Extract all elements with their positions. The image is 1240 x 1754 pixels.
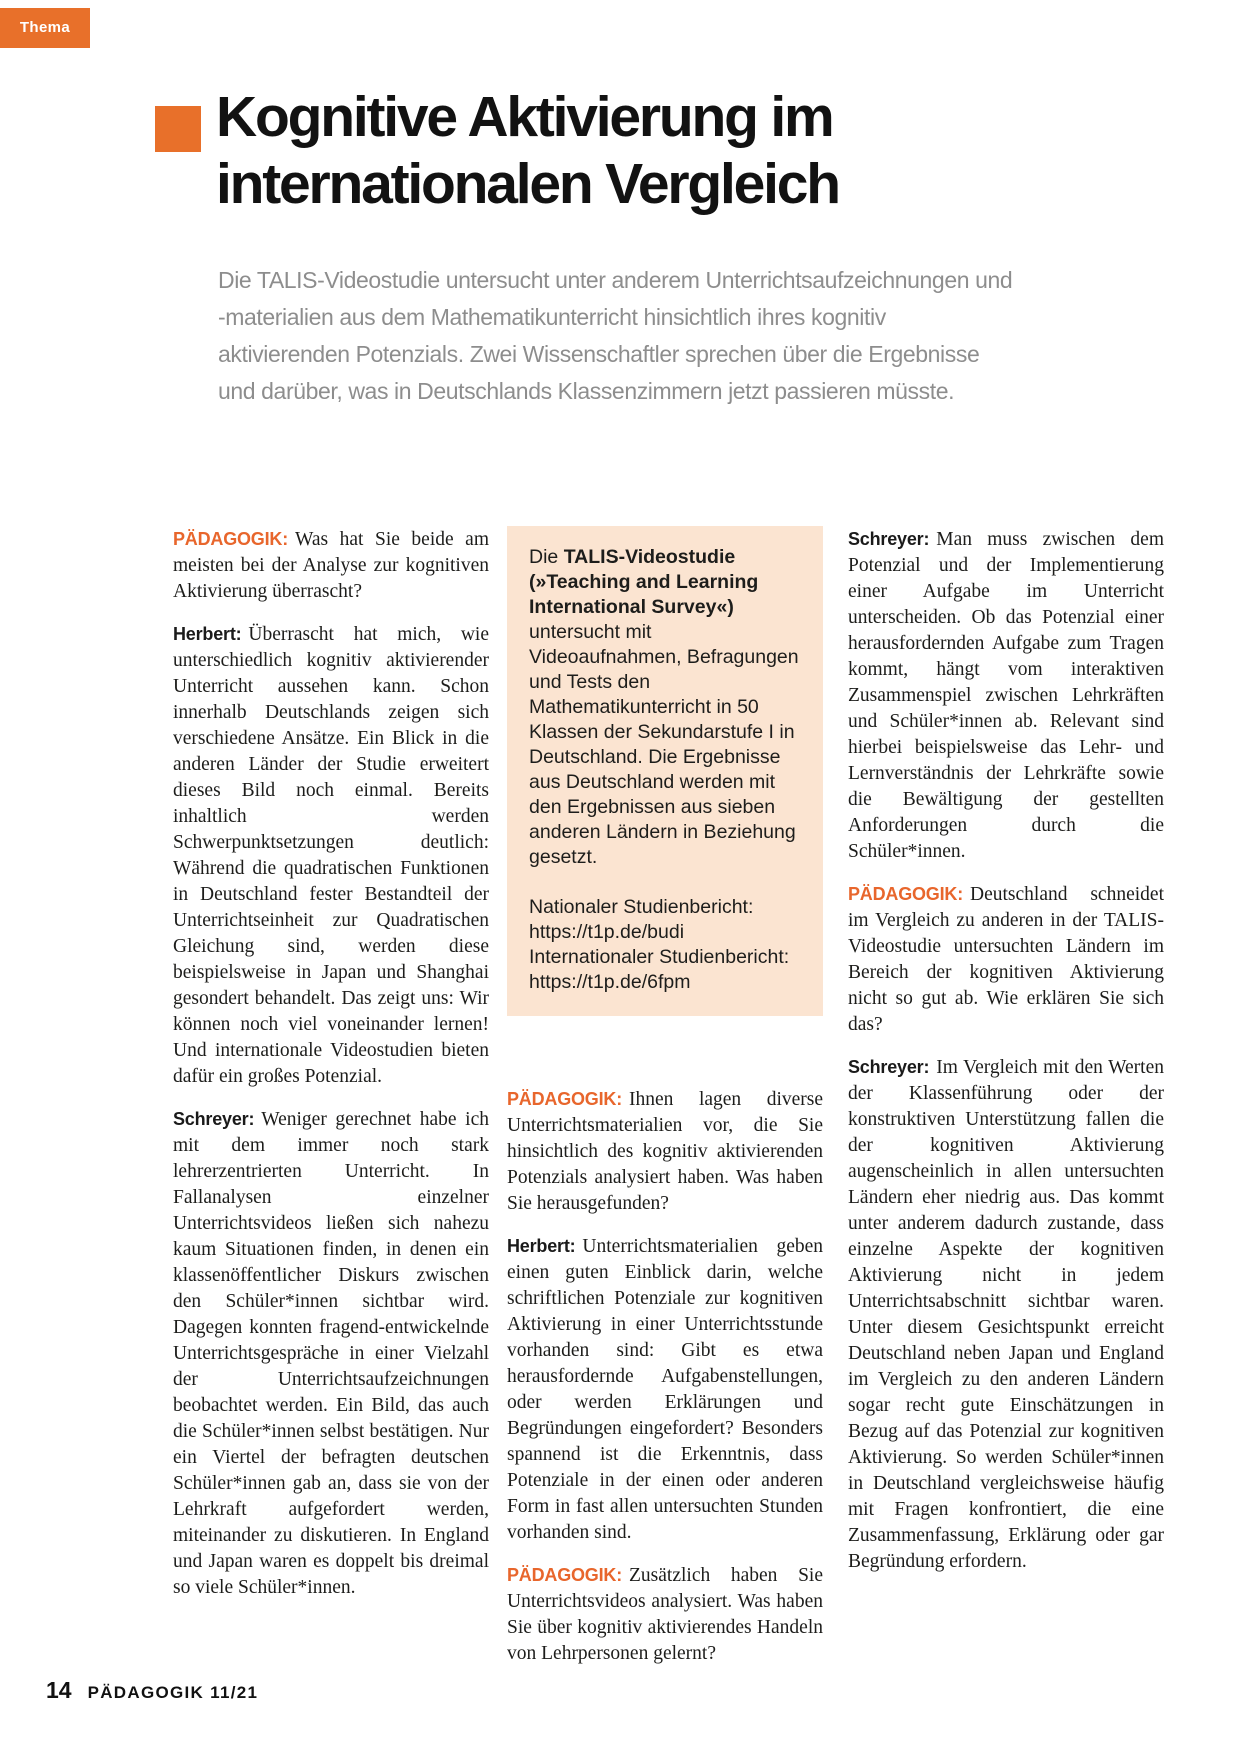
interview-paragraph bbox=[848, 881, 1164, 1038]
infobox-lead bbox=[529, 545, 801, 870]
interview-paragraph bbox=[507, 1562, 823, 1667]
page-title bbox=[216, 84, 1176, 218]
interview-paragraph bbox=[173, 621, 489, 1090]
paragraph-text: Weniger gerechnet habe ich mit dem immer noch stark lehrerzentrierten Unterricht. In Fallanalysen einzelner Unterrichtsvideos ließen sich nahezu kaum Situationen finden, in denen ein klassenöffentlicher Diskurs zwischen den Schüler*innen sichtbar wird. Dagegen konnten fragend-entwickelnde Unterrichtsgespräche in einer Vielzahl der Unterrichtsaufzeichnungen beobachtet werden. Ein Bild, das auch die Schüler*innen selbst bestätigen. Nur ein Viertel der befragten deutschen Schüler*innen gab an, dass sie von der Lehrkraft aufgefordert werden, miteinander zu diskutieren. In England und Japan waren es doppelt bis dreimal so viele Schüler*innen. bbox=[173, 1109, 489, 1598]
interview-paragraph bbox=[848, 526, 1164, 865]
interview-paragraph bbox=[173, 526, 489, 605]
paragraph-text: Deutschland schneidet im Vergleich zu anderen in der TALIS-Videostudie untersuchten Ländern im Bereich der kognitiven Aktivierung nicht so gut ab. Wie erklären Sie sich das? bbox=[848, 884, 1164, 1035]
paragraph-text: Im Vergleich mit den Werten der Klassenführung oder der konstruktiven Unterstützung fallen die der kognitiven Aktivierung augenscheinlich in allen untersuchten Ländern eher niedrig aus. Das kommt unter anderem dadurch zustande, dass einzelne Aspekte der kognitiven Aktivierung nicht in jedem Unterrichtsabschnitt sichtbar waren. Unter diesem Gesichtspunkt erreicht Deutschland neben Japan und England im Vergleich zu den anderen Ländern sogar recht gute Einschätzungen in Bezug auf das Potenzial zur kognitiven Aktivierung. So werden Schüler*innen in Deutschland vergleichsweise häufig mit Fragen konfrontiert, die eine Zusammenfassung, Erklärung oder gar Begründung erfordern. bbox=[848, 1057, 1164, 1572]
page-footer bbox=[46, 1677, 258, 1704]
paragraph-text: Unterrichtsmaterialien geben einen guten Einblick darin, welche schriftlichen Potenziale zur kognitiven Aktivierung in einer Unterrichtsstunde vorhanden sind: Gibt es etwa herausfordernde Aufgabenstellungen, oder werden Erklärungen und Begründungen eingefordert? Besonders spannend ist die Erkenntnis, dass Potenziale in der einen oder anderen Form in fast allen untersuchten Stunden vorhanden sind. bbox=[507, 1236, 823, 1543]
paragraph-text: Man muss zwischen dem Potenzial und der Implementierung einer Aufgabe im Unterricht unterscheiden. Ob das Potenzial einer herausfordernden Aufgabe zum Tragen kommt, hängt vom interaktiven Zusammenspiel zwischen Lehrkräften und Schüler*innen ab. Relevant sind hierbei beispielsweise das Lehr- und Lernverständnis der Lehrkräfte sowie die Bewältigung der gestellten Anforderungen durch die Schüler*innen. bbox=[848, 529, 1164, 862]
international-report-link[interactable]: https://t1p.de/6fpm bbox=[529, 971, 691, 993]
international-report-label: Internationaler Studienbericht: bbox=[529, 946, 790, 968]
speaker-label: Schreyer: bbox=[848, 1057, 930, 1077]
text-column-3 bbox=[848, 526, 1164, 1575]
talis-infobox bbox=[507, 526, 823, 1016]
title-bullet-square-icon bbox=[155, 106, 201, 152]
speaker-label: PÄDAGOGIK: bbox=[173, 529, 289, 549]
infobox-lead-start: Die bbox=[529, 546, 564, 568]
interview-paragraph bbox=[507, 1086, 823, 1217]
column-2-paragraphs bbox=[507, 1086, 823, 1667]
speaker-label: Herbert: bbox=[173, 624, 242, 644]
speaker-label: PÄDAGOGIK: bbox=[507, 1089, 623, 1109]
speaker-label: Schreyer: bbox=[848, 529, 930, 549]
infobox-lead-bold: TALIS-Videostudie (»Teaching and Learning International Survey«) bbox=[529, 546, 759, 618]
paragraph-text: Zusätzlich haben Sie Unterrichtsvideos analysiert. Was haben Sie über kognitiv aktivierendes Handeln von Lehrpersonen gelernt? bbox=[507, 1565, 823, 1664]
speaker-label: PÄDAGOGIK: bbox=[848, 884, 964, 904]
interview-paragraph bbox=[173, 1106, 489, 1601]
thema-corner-tag: Thema bbox=[0, 8, 90, 48]
page-title-line2: internationalen Vergleich bbox=[216, 152, 839, 216]
national-report-label: Nationaler Studienbericht: bbox=[529, 896, 754, 918]
text-column-1 bbox=[173, 526, 489, 1601]
paragraph-text: Was hat Sie beide am meisten bei der Analyse zur kognitiven Aktivierung überrascht? bbox=[173, 529, 489, 602]
footer-magazine-title: PÄDAGOGIK 11/21 bbox=[87, 1683, 259, 1702]
interview-paragraph bbox=[848, 1054, 1164, 1575]
text-column-2 bbox=[507, 526, 823, 1667]
page-title-line1: Kognitive Aktivierung im bbox=[216, 85, 833, 149]
infobox-lead-rest: untersucht mit Videoaufnahmen, Befragungen und Tests den Mathematikunterricht in 50 Klassen der Sekundarstufe I in Deutschland. Die Ergebnisse aus Deutschland werden mit den Ergebnissen aus sieben anderen Ländern in Beziehung gesetzt. bbox=[529, 621, 799, 868]
speaker-label: Schreyer: bbox=[173, 1109, 255, 1129]
speaker-label: Herbert: bbox=[507, 1236, 576, 1256]
footer-page-number: 14 bbox=[46, 1677, 72, 1703]
paragraph-text: Überrascht hat mich, wie unterschiedlich kognitiv aktivierender Unterricht aussehen kann. Schon innerhalb Deutschlands zeigen sich verschiedene Ansätze. Ein Blick in die anderen Länder der Studie erweitert dieses Bild noch einmal. Bereits inhaltlich werden Schwerpunktsetzungen deutlich: Während die quadratischen Funktionen in Deutschland fester Bestandteil der Unterrichtseinheit zur Quadratischen Gleichung sind, werden diese beispielsweise in Japan und Shanghai gesondert behandelt. Das zeigt uns: Wir können noch viel voneinander lernen! Und internationale Videostudien bieten dafür ein großes Potenzial. bbox=[173, 624, 489, 1087]
interview-paragraph bbox=[507, 1233, 823, 1546]
speaker-label: PÄDAGOGIK: bbox=[507, 1565, 623, 1585]
paragraph-text: Ihnen lagen diverse Unterrichtsmaterialien vor, die Sie hinsichtlich des kognitiv aktivierenden Potenzials analysiert haben. Was haben Sie herausgefunden? bbox=[507, 1089, 823, 1214]
national-report-link[interactable]: https://t1p.de/budi bbox=[529, 921, 685, 943]
intro-standfirst: Die TALIS-Videostudie untersucht unter anderem Unterrichtsaufzeichnungen und -materialien aus dem Mathematikunterricht hinsichtlich ihres kognitiv aktivierenden Potenzials. Zwei Wissenschaftler sprechen über die Ergebnisse und darüber, was in Deutschlands Klassenzimmern jetzt passieren müsste. bbox=[218, 267, 1013, 404]
